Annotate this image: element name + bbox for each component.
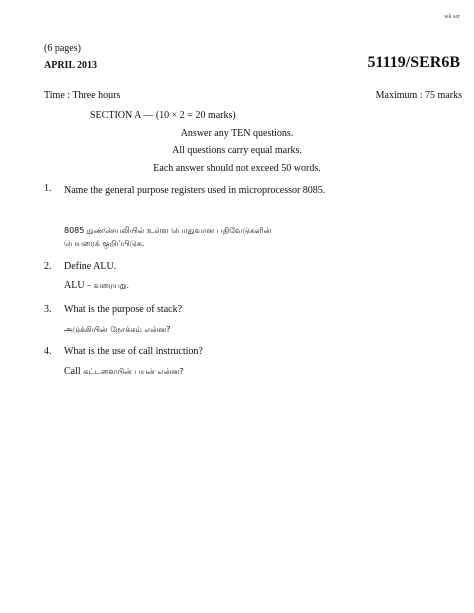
question-text-tamil: அடுக்கியின் நோக்கம் என்ன? [64,325,171,334]
tamil-text: – வரையறு. [84,281,130,290]
term-label: ALU [64,280,85,291]
corner-tag: wk ser [444,14,460,20]
instruction-line: Each answer should not exceed 50 words. [153,163,321,174]
question-text-english: Define ALU. [64,261,117,272]
time-allowed: Time : Three hours [44,90,121,101]
question-text-tamil: 8085 நுண்செயலியில் உள்ள பொதுவான பதிவேடுகளின் பெயரைக் குறிப்பிடுக. [64,226,272,248]
question-number: 1. [44,183,52,194]
paper-code: 51119/SER6B [367,54,460,71]
question-text-english: What is the purpose of stack? [64,304,183,315]
term-label: Call [64,366,81,377]
question-text-tamil [64,280,129,291]
section-title: SECTION A — (10 × 2 = 20 marks) [90,110,236,121]
page-count: (6 pages) [44,43,81,54]
exam-date: APRIL 2013 [44,60,98,71]
question-text-tamil [64,366,183,377]
question-number: 4. [44,346,52,357]
question-text-english: What is the use of call instruction? [64,346,203,357]
instruction-line: All questions carry equal marks. [172,145,302,156]
question-number: 3. [44,304,52,315]
question-text-english: Name the general purpose registers used in microprocessor 8085. [64,185,326,196]
instruction-line: Answer any TEN questions. [180,128,294,139]
maximum-marks: Maximum : 75 marks [375,90,462,101]
tamil-text: கட்டளையின் பயன் என்ன? [80,367,184,376]
question-number: 2. [44,261,52,272]
